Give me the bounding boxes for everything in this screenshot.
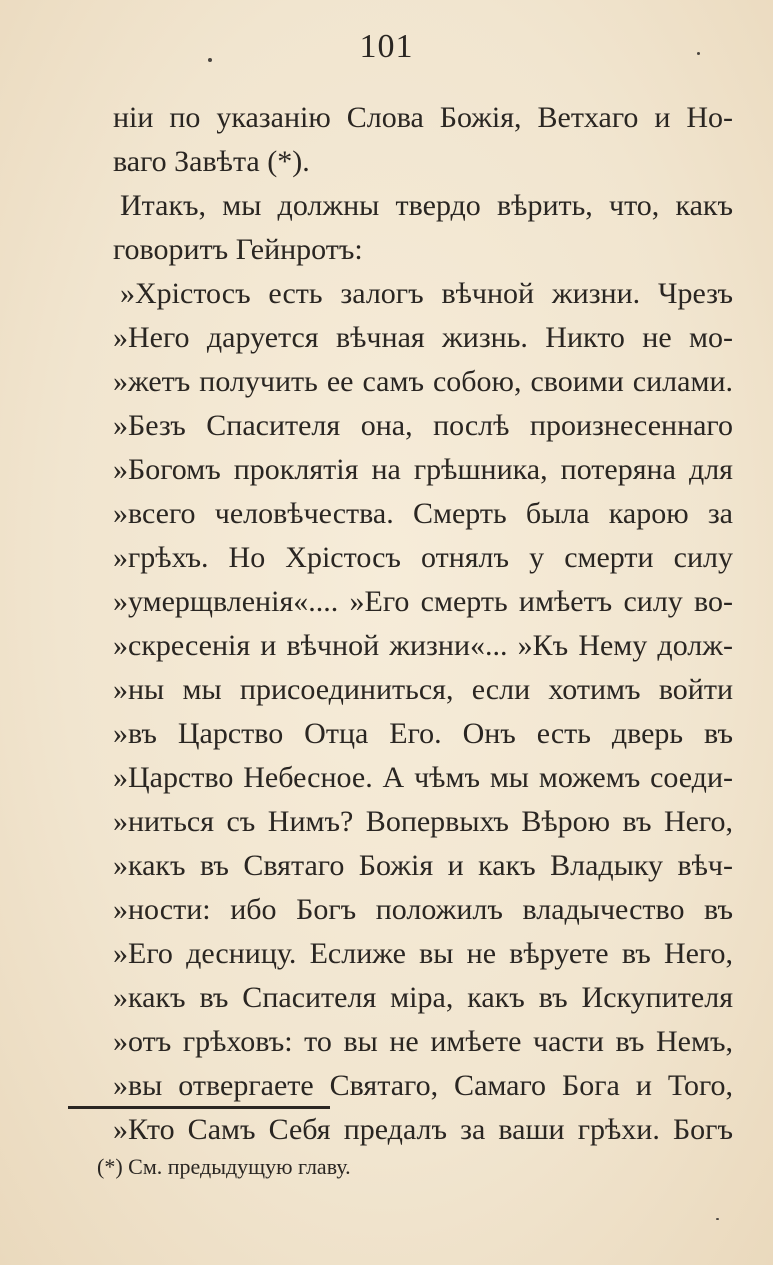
quote-line: »Богомъ проклятія на грѣшника, потеряна для <box>113 453 733 486</box>
quote-line: »умерщвленія«.... »Его смерть имѣетъ силу во- <box>113 585 733 618</box>
footnote: (*) См. предыдущую главу. <box>97 1154 351 1179</box>
quote-line: »отъ грѣховъ: то вы не имѣете части въ Немъ, <box>113 1025 733 1058</box>
quote-line: »Него даруется вѣчная жизнь. Никто не мо- <box>113 321 733 354</box>
text-line: Итакъ, мы должны твердо вѣрить, что, какъ <box>120 189 733 222</box>
text-line: ваго Завѣта (*). <box>113 145 310 178</box>
quote-line: »вы отвергаете Святаго, Самаго Бога и Того, <box>113 1069 733 1102</box>
page-number: 101 <box>359 28 414 65</box>
quote-line: »всего человѣчества. Смерть была карою за <box>113 497 733 530</box>
ink-speck <box>716 1218 719 1220</box>
quote-line: »какъ въ Святаго Божія и какъ Владыку вѣч- <box>113 849 733 882</box>
quote-line: »какъ въ Спасителя міра, какъ въ Искупителя <box>113 981 733 1014</box>
quote-line: »Кто Самъ Себя предалъ за ваши грѣхи. Богъ <box>113 1113 733 1146</box>
footnote-divider <box>68 1106 330 1109</box>
quote-line: »Его десницу. Еслиже вы не вѣруете въ Него, <box>113 937 733 970</box>
quote-line: »Царство Небесное. А чѣмъ мы можемъ соеди- <box>113 761 733 794</box>
quote-line: »въ Царство Отца Его. Онъ есть дверь въ <box>113 717 733 750</box>
quote-line: »жетъ получить ее самъ собою, своими силами. <box>113 365 733 398</box>
quote-line: »ниться съ Нимъ? Вопервыхъ Вѣрою въ Него, <box>113 805 733 838</box>
quote-line: »грѣхъ. Но Хрістосъ отнялъ у смерти силу <box>113 541 733 574</box>
quote-line: »ны мы присоединиться, если хотимъ войти <box>113 673 733 706</box>
body-text <box>113 96 733 1152</box>
quote-line: »скресенія и вѣчной жизни«... »Къ Нему долж- <box>113 629 733 662</box>
text-line: говоритъ Гейнротъ: <box>113 233 363 266</box>
text-line: ніи по указанію Слова Божія, Ветхаго и Но- <box>113 101 733 134</box>
quote-line: »Безъ Спасителя она, послѣ произнесеннаго <box>113 409 733 442</box>
quote-line: »ности: ибо Богъ положилъ владычество въ <box>113 893 733 926</box>
quote-line: »Хрістосъ есть залогъ вѣчной жизни. Чрезъ <box>120 277 733 310</box>
